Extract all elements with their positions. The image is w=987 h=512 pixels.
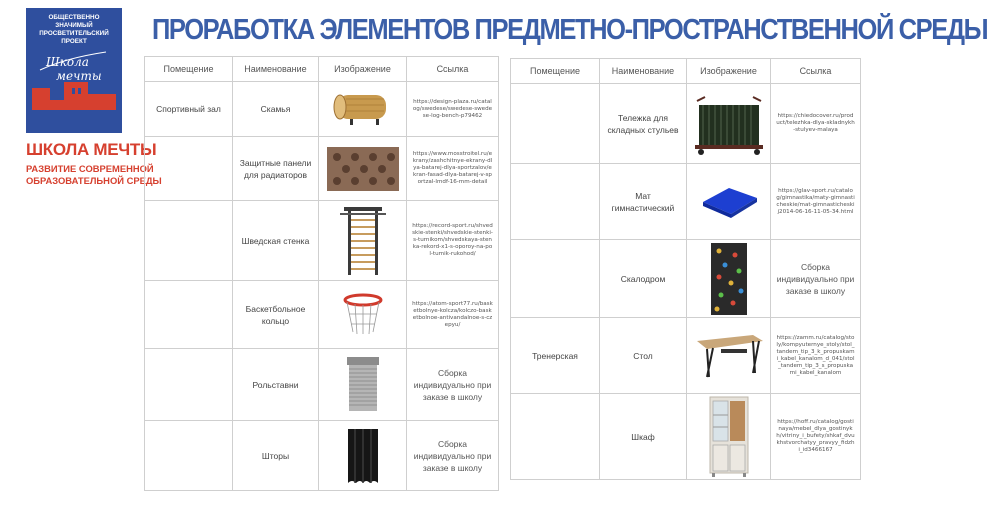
table-row [145,82,499,137]
table-row [145,201,499,281]
curtains-icon [346,429,380,483]
cell-image [687,84,771,164]
cell-room [145,137,233,201]
cell-link[interactable]: https://zamm.ru/catalog/stoly/kompyuternye_stoly/stol_tandem_tip_3_k_propuskami_kabel_kanalom_d_041/stol_tandem_tip_3_s_propuskami_kabel_kanalom [771,318,861,394]
cell-room [145,349,233,421]
table-row [145,281,499,349]
header-room: Помещение [511,59,600,84]
cell-link[interactable]: https://design-plaza.ru/catalog/swedese/swedese-swedese-log-bench-p79462 [407,82,499,137]
cell-name: Скалодром [600,240,687,318]
table-row [145,421,499,491]
header-name: Наименование [600,59,687,84]
page-title: ПРОРАБОТКА ЭЛЕМЕНТОВ ПРЕДМЕТНО-ПРОСТРАНСТВЕННОЙ СРЕДЫ [152,14,987,46]
cell-link: Сборка индивидуально при заказе в школу [407,349,499,421]
cell-name: Тележка для складных стульев [600,84,687,164]
header-link: Ссылка [771,59,861,84]
cell-room: Тренерская [511,318,600,394]
cell-image [319,421,407,491]
cell-room [511,164,600,240]
cell-image [319,281,407,349]
gym-mat-icon [699,182,759,222]
cell-link[interactable]: https://chiedocover.ru/product/telezhka-dlya-skladnykh-stulyev-malaya [771,84,861,164]
bench-log-icon [332,89,394,129]
cell-name: Баскетбольное кольцо [233,281,319,349]
svg-text:Школа: Школа [46,55,89,69]
cabinet-icon [708,397,750,477]
cell-name: Стол [600,318,687,394]
cell-image [319,201,407,281]
cell-name: Шторы [233,421,319,491]
cell-link[interactable]: https://hoff.ru/catalog/gostinaya/mebel_dlya_gostinykh/vitriny_i_bufety/shkaf_dvukhstvorchatyy_pravyy_fidzhi_id3466167 [771,394,861,480]
cell-link[interactable]: https://www.mosstroitel.ru/ekrany/zashchitnye-ekrany-dlya-batarej-dlya-sportzalov/ekran-fasad-dlya-batarej-v-sportzal-lmdf-16-mm-detail [407,137,499,201]
cell-link[interactable]: https://glav-sport.ru/catalog/gimnastika/maty-gimnasticheskie/mat-gimnasticheskij2014-06-16-11-05-34.html [771,164,861,240]
table-row [511,318,861,394]
cell-room [511,240,600,318]
cell-image [319,137,407,201]
logo-caption-line1: ОБЩЕСТВЕННО ЗНАЧИМЫЙ [48,14,100,29]
cell-image [687,164,771,240]
equipment-table-left [144,56,499,491]
cell-link[interactable]: https://record-sport.ru/shvedskie-stenki/shvedskie-stenki-s-turnikom/shvedskaya-stenka-rekord-x1-s-oporoy-na-pol-tumik-rukohod/ [407,201,499,281]
project-logo [26,8,122,133]
cell-room [145,421,233,491]
cell-image [687,394,771,480]
cell-room [145,201,233,281]
header-link: Ссылка [407,57,499,82]
cell-room [511,394,600,480]
cell-room: Спортивный зал [145,82,233,137]
radiator-panel-icon [327,147,399,191]
brand-subtitle-line1: РАЗВИТИЕ СОВРЕМЕННОЙ [26,163,154,174]
cell-image [319,82,407,137]
table-row [511,240,861,318]
equipment-table-right [510,58,861,480]
wall-bars-icon [338,205,388,277]
table-header-row [145,57,499,82]
cell-name: Скамья [233,82,319,137]
header-room: Помещение [145,57,233,82]
table-row [145,349,499,421]
basketball-hoop-icon [341,292,385,338]
cell-name: Защитные панели для радиаторов [233,137,319,201]
cell-image [687,240,771,318]
roller-shutter-icon [345,357,381,413]
header-image: Изображение [319,57,407,82]
cell-room [511,84,600,164]
table-header-row [511,59,861,84]
header-image: Изображение [687,59,771,84]
table-row [511,394,861,480]
brand [26,140,162,186]
cell-link[interactable]: https://atom-sport77.ru/basketbolnye-kolcza/kolczo-basketbolnoe-antivandalnoe-s-czepyu/ [407,281,499,349]
table-row [511,84,861,164]
svg-text:мечты: мечты [56,69,102,83]
cell-image [687,318,771,394]
brand-subtitle [26,163,162,186]
cell-name: Мат гимнастический [600,164,687,240]
climbing-wall-icon [711,243,747,315]
cell-image [319,349,407,421]
cell-room [145,281,233,349]
cell-link: Сборка индивидуально при заказе в школу [407,421,499,491]
table-row [511,164,861,240]
chair-cart-icon [695,91,763,157]
logo-caption-line2: ПРОСВЕТИТЕЛЬСКИЙ ПРОЕКТ [39,30,109,45]
cell-name: Шкаф [600,394,687,480]
desk-icon [693,331,765,381]
logo-caption [30,14,118,46]
table-row [145,137,499,201]
cell-link: Сборка индивидуально при заказе в школу [771,240,861,318]
cell-name: Шведская стенка [233,201,319,281]
cell-name: Рольставни [233,349,319,421]
brand-name: ШКОЛА МЕЧТЫ [26,140,157,159]
brand-subtitle-line2: ОБРАЗОВАТЕЛЬНОЙ СРЕДЫ [26,174,162,186]
header-name: Наименование [233,57,319,82]
